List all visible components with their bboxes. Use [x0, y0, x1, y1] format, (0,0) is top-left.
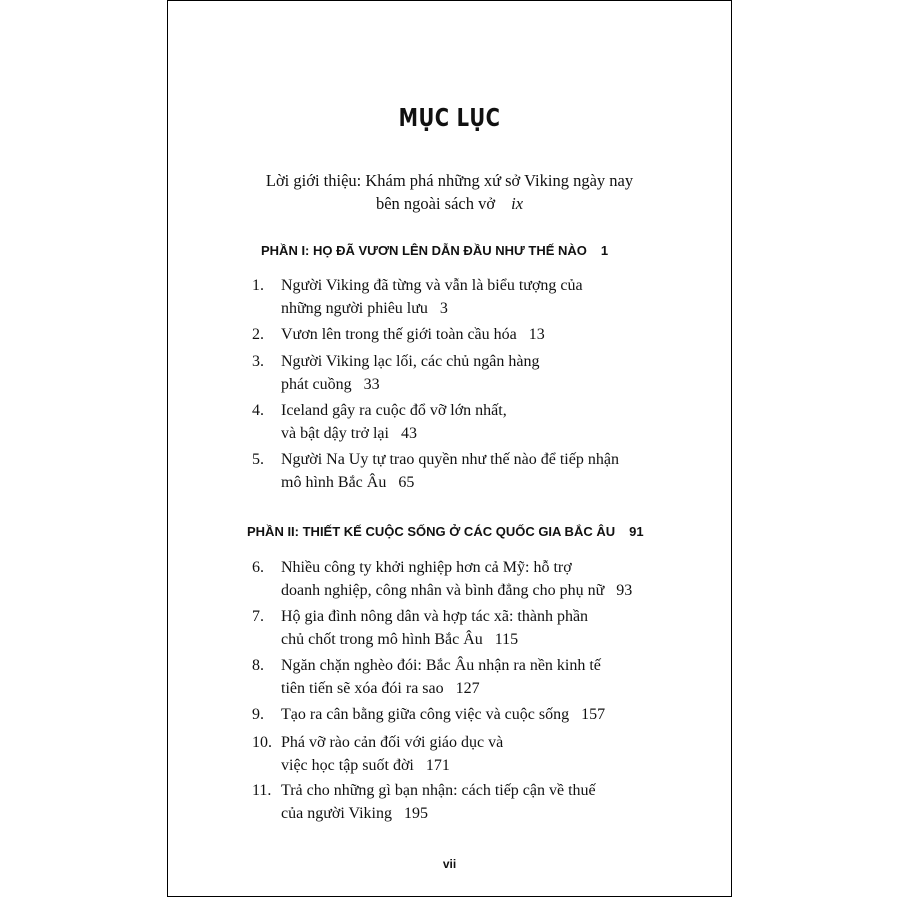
- toc-entry-3: [252, 351, 672, 396]
- entry-number: 5.: [252, 451, 264, 468]
- part-1-heading: [261, 243, 608, 258]
- entry-line-text: doanh nghiệp, công nhân và bình đẳng cho phụ nữ: [281, 581, 605, 599]
- entry-line: [281, 704, 672, 727]
- entry-page-number: 43: [400, 424, 417, 442]
- entry-line: Iceland gây ra cuộc đổ vỡ lớn nhất,: [281, 402, 507, 419]
- entry-line: Ngăn chặn nghèo đói: Bắc Âu nhận ra nền kinh tế: [281, 657, 601, 674]
- entry-page-number: 171: [425, 756, 450, 774]
- entry-line: [281, 472, 672, 495]
- intro-entry: [168, 169, 731, 215]
- entry-number: 9.: [252, 706, 264, 723]
- toc-entry-4: [252, 400, 672, 445]
- entry-line: Trả cho những gì bạn nhận: cách tiếp cận về thuế: [281, 782, 596, 799]
- book-page: [167, 0, 732, 897]
- entry-line: Người Viking đã từng và vẫn là biểu tượng của: [281, 277, 583, 294]
- entry-line: [281, 678, 672, 701]
- page-title: MỤC LỤC: [398, 103, 501, 132]
- entry-line: Người Viking lạc lối, các chủ ngân hàng: [281, 353, 540, 370]
- entry-line: Hộ gia đình nông dân và hợp tác xã: thành phần: [281, 608, 589, 625]
- intro-line-2-text: bên ngoài sách vở: [375, 194, 496, 213]
- entry-number: 4.: [252, 402, 264, 419]
- entry-page-number: 195: [403, 804, 428, 822]
- part-1-page-number: 1: [600, 243, 609, 258]
- entry-number: 11.: [252, 782, 272, 799]
- entry-line-text: Tạo ra cân bằng giữa công việc và cuộc sống: [281, 706, 570, 723]
- intro-line-2: [168, 192, 731, 215]
- entry-line-text: của người Viking: [281, 804, 392, 822]
- toc-entry-1: [252, 275, 672, 320]
- toc-entry-6: [252, 557, 672, 602]
- entry-number: 7.: [252, 608, 264, 625]
- entry-number: 6.: [252, 559, 264, 576]
- entry-page-number: 157: [581, 706, 606, 723]
- entry-page-number: 65: [398, 473, 415, 491]
- toc-entry-11: [252, 780, 672, 825]
- entry-line: [281, 629, 672, 652]
- entry-page-number: 115: [494, 630, 519, 648]
- part-1-label: PHẦN I: HỌ ĐÃ VƯƠN LÊN DẪN ĐẦU NHƯ THẾ NÀO: [261, 243, 587, 258]
- entry-line-text: và bật dậy trở lại: [281, 424, 389, 442]
- part-2-heading: [247, 524, 644, 539]
- toc-entry-10: [252, 732, 672, 777]
- entry-page-number: 33: [363, 375, 380, 393]
- entry-page-number: 3: [439, 299, 448, 317]
- entry-number: 10.: [252, 734, 272, 751]
- entry-line-text: việc học tập suốt đời: [281, 756, 414, 774]
- entry-line-text: Vươn lên trong thế giới toàn cầu hóa: [281, 326, 517, 343]
- entry-line: [281, 803, 672, 826]
- entry-page-number: 127: [455, 679, 480, 697]
- intro-page-number: ix: [511, 194, 524, 213]
- entry-line-text: mô hình Bắc Âu: [281, 473, 387, 491]
- toc-entry-5: [252, 449, 672, 494]
- toc-entry-7: [252, 606, 672, 651]
- entry-line: [281, 298, 672, 321]
- entry-line: Nhiều công ty khởi nghiệp hơn cả Mỹ: hỗ trợ: [281, 559, 572, 576]
- toc-entry-8: [252, 655, 672, 700]
- entry-line: [281, 580, 672, 603]
- toc-entry-2: [252, 324, 672, 347]
- toc-entry-9: [252, 704, 672, 727]
- entry-page-number: 13: [528, 326, 545, 343]
- entry-line: Người Na Uy tự trao quyền như thế nào để tiếp nhận: [281, 451, 619, 468]
- entry-line: [281, 755, 672, 778]
- entry-line: Phá vỡ rào cản đối với giáo dục và: [281, 734, 504, 751]
- entry-line-text: những người phiêu lưu: [281, 299, 428, 317]
- entry-line: [281, 324, 672, 347]
- entry-line: [281, 374, 672, 397]
- part-2-page-number: 91: [629, 524, 644, 539]
- folio-page-number: vii: [442, 857, 457, 871]
- entry-page-number: 93: [616, 581, 633, 599]
- entry-number: 1.: [252, 277, 264, 294]
- entry-line-text: phát cuồng: [281, 375, 352, 393]
- entry-line-text: chủ chốt trong mô hình Bắc Âu: [281, 630, 483, 648]
- entry-line-text: tiên tiến sẽ xóa đói ra sao: [281, 679, 444, 697]
- entry-number: 2.: [252, 326, 264, 343]
- intro-line-1: Lời giới thiệu: Khám phá những xứ sở Viking ngày nay: [265, 171, 634, 190]
- entry-line: [281, 423, 672, 446]
- entry-number: 3.: [252, 353, 264, 370]
- entry-number: 8.: [252, 657, 264, 674]
- part-2-label: PHẦN II: THIẾT KẾ CUỘC SỐNG Ở CÁC QUỐC GIA BẮC ÂU: [247, 524, 616, 539]
